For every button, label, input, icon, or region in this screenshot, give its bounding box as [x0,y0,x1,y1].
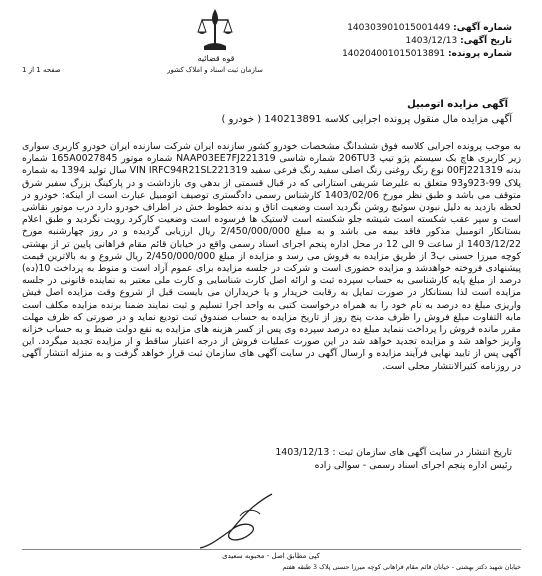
office-address: خیابان شهید دکتر بهشتی - خیابان قائم مقام فراهانی کوچه میرزا حسنی پلاک 3 طبقه هفتم [282,563,521,571]
meta-notice-number [262,22,512,35]
meta-value: 140204001015013891 [342,49,446,59]
meta-label: تاریخ آگهی: [460,36,512,46]
copy-certification: کپی مطابق اصل - محبوبه سعیدی [222,552,320,560]
meta-case-number [262,48,512,61]
document-title: آگهی مزایده اتومبیل [407,99,508,110]
document-subtitle: آگهی مزایده مال منقول پرونده اجرایی کلاسه 140213891 ( خودرو ) [221,114,512,125]
org-name: قوه قضائیه [197,54,235,63]
org-subtitle: سازمان ثبت اسناد و املاک کشور [167,66,263,74]
signature-icon [180,486,300,554]
meta-notice-date [262,35,512,48]
meta-label: شماره پرونده: [448,49,512,59]
notice-meta [262,22,512,61]
footer-divider [22,549,521,550]
meta-label: شماره آگهی: [453,23,512,33]
document-body: به موجب پرونده اجرایی کلاسه فوق ششدانگ مشخصات خودرو کشور سازنده ایران شرکت سازنده ایران خودرو کاربری سواری زیر کاربری هاچ بک سیستم پژو تیپ 206TU3 شماره شاسی NAAP03EE7FJ221319 شماره موتور 165A0027845 شماره بدنه 00FJ221319 نوع رنگ روغنی رنگ اصلی سفید رنگ فرعی سفید VIN IRFC94R21SL221319 سال تولید 1394 به شماره پلاک 99-923و93 متعلق به علیرضا شریفی استارانی که در قبال قسمتی از بدهی وی بازداشت و در پارکینگ بزرگ سفیر شرق متوقف می باشد و طبق نظر مورخ 1403/02/06 کارشناس رسمی دادگستری توصیف اتومبیل عبارت است از اینکه: خودرو در لحظه بازدید به دلیل نبودن سوئیچ روشن نگردید است وضعیت اتاق و بدنه خطوط خش در اطراف خودرو دارد درب موتور نقاشی است و سپر عقب شکسته است شیشه جلو شکسته است لاستیک ها فرسوده است وضعیت کارکرد رویت نگردید و طبق اعلام بستانکار اتومبیل مذکور فاقد بیمه می باشد و به مبلغ 2/450/000/000 ریال ارزیابی گردیده و در روز چهارشنبه مورخ 1403/12/22 از ساعت 9 الی 12 در محل اداره پنجم اجرای اسناد رسمی واقع در خیابان قائم مقام فراهانی پایین تر از بهشتی کوچه میرزا حسنی پ3 از طریق مزایده به فروش می رسد و مزایده از مبلغ 2/450/000/000 ریال شروع و به بالاترین قیمت پیشنهادی فروخته خواهدشد و مزایده حضوری است و شرکت در جلسه مزایده برای عموم آزاد است و منوط به پرداخت 10(ده) درصد از مبلغ پایه کارشناسی به حساب سپرده ثبت و ارائه اصل کارت شناسایی و کارت ملی معتبر به نماینده قانونی در جلسه مزایده است لذا بستانکار در صورت تمایل به رقابت خریدار و یا خریداران می بایست قبل از شروع وقت مزایده اصل فیش واریزی مبلغ ده درصد به نام خود را به همراه درخواست کتبی به واحد اجرا تسلیم و ثبت نمایند ضمنا برنده مزایده مکلف است مابه التفاوت مبلغ فروش را ظرف مدت پنج روز از تاریخ مزایده به حساب صندوق ثبت تودیع نماید و در صورتی که ظرف مهلت مقرر مانده فروش را پرداخت ننماید مبلغ ده درصد سپرده وی پس از کسر هزینه های مزایده به نفع دولت ضبط و به حساب خزانه واریز خواهد شد و مزایده تجدید خواهد شد در این صورت عملیات فروش از درجه اعتبار ساقط و از مزایده تجدید میگردد. این آگهی پس از تایید نهایی فرآیند مزایده و ارسال آگهی در سایت آگهی های سازمان ثبت قرار خواهد گرفت و به منزله انتشار آگهی در روزنامه کثیرالانتشار محلی است. [22,141,521,372]
publish-date: تاریخ انتشار در سایت آگهی های سازمان ثبت : 1403/12/13 [275,447,512,458]
meta-value: 140303901015001449 [347,23,451,33]
emblem-icon [194,6,236,54]
page-number: صفحه 1 از 1 [22,66,61,74]
meta-value: 1403/12/13 [405,36,458,46]
signatory: رئیس اداره پنجم اجرای اسناد رسمی - سوالی زاده [314,460,512,471]
